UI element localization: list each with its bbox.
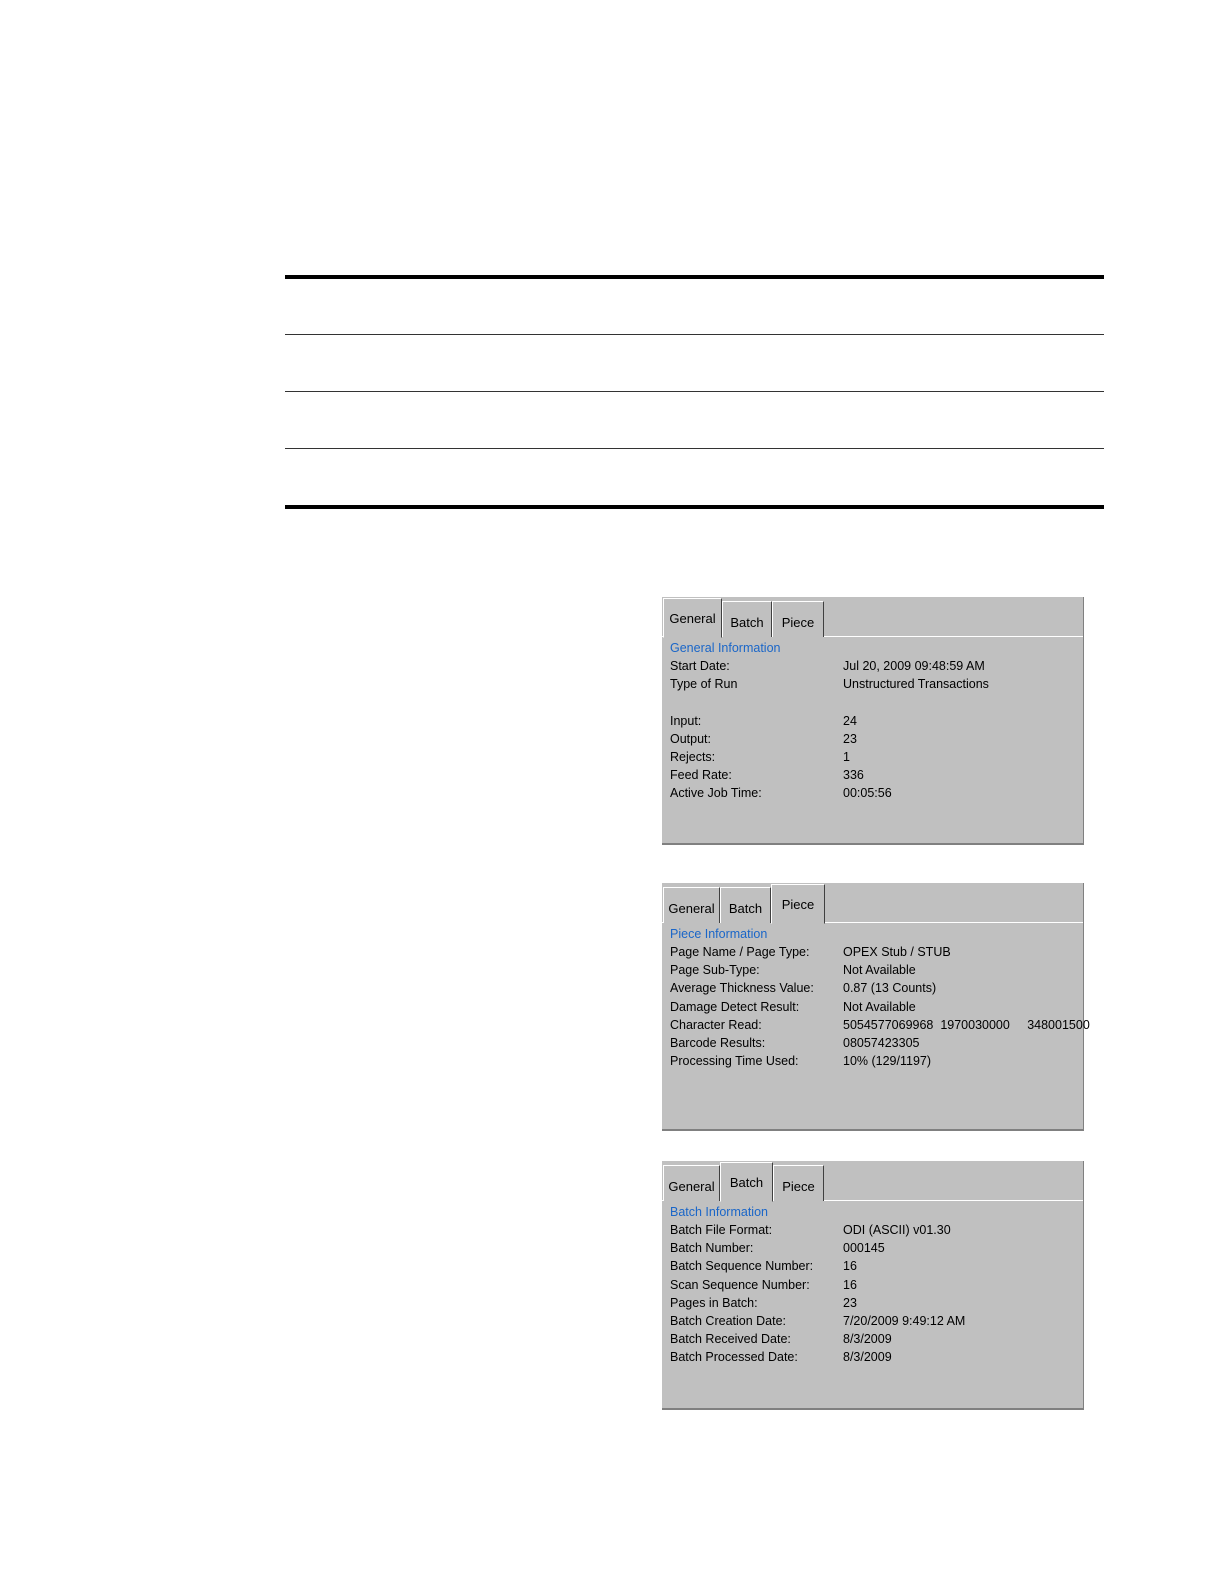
field-label: Damage Detect Result: [670, 999, 800, 1014]
info-row [670, 961, 1075, 979]
field-value: 23 [843, 731, 857, 746]
panel-body [662, 637, 1083, 803]
field-value: 5054577069968 1970030000 348001500 [843, 1017, 1090, 1032]
field-value: 16 [843, 1277, 857, 1292]
section-title: Piece Information [670, 927, 768, 941]
field-label: Average Thickness Value: [670, 981, 814, 996]
info-row [670, 1221, 1075, 1239]
tab-general[interactable]: General [663, 1165, 720, 1201]
field-label [670, 693, 843, 711]
field-label: Batch File Format: [670, 1223, 773, 1237]
info-row [670, 748, 1075, 766]
info-row [670, 998, 1075, 1016]
tab-strip [662, 1161, 1083, 1201]
general-info-panel [662, 597, 1084, 845]
info-row [670, 712, 1075, 730]
info-row [670, 693, 1075, 711]
field-value: Not Available [843, 963, 916, 978]
field-label: Scan Sequence Number: [670, 1277, 810, 1292]
field-label: Character Read: [670, 1017, 762, 1032]
field-label: Page Name / Page Type: [670, 945, 810, 959]
field-value [843, 693, 1075, 711]
info-row [670, 657, 1075, 675]
field-value: OPEX Stub / STUB [843, 945, 951, 959]
piece-info-panel [662, 883, 1090, 1131]
field-label: Start Date: [670, 659, 730, 673]
panel-body [662, 923, 1090, 1070]
field-label: Feed Rate: [670, 768, 732, 783]
tab-strip [662, 597, 1083, 637]
field-value: 24 [843, 713, 857, 728]
field-label: Batch Received Date: [670, 1332, 791, 1347]
field-label: Page Sub-Type: [670, 963, 760, 978]
info-row [670, 1294, 1075, 1312]
field-value: 08057423305 [843, 1035, 920, 1050]
info-row [670, 1052, 1075, 1070]
field-value: 23 [843, 1295, 857, 1310]
tab-general[interactable]: General [663, 598, 722, 638]
tab-piece[interactable]: Piece [772, 601, 824, 637]
field-value: Unstructured Transactions [843, 677, 989, 692]
field-label: Batch Number: [670, 1241, 754, 1256]
field-value: 8/3/2009 [843, 1332, 892, 1347]
field-label: Pages in Batch: [670, 1295, 758, 1310]
tab-batch[interactable]: Batch [722, 601, 772, 637]
info-row [670, 1276, 1075, 1294]
batch-info-panel [662, 1161, 1084, 1410]
field-value: 7/20/2009 9:49:12 AM [843, 1313, 966, 1328]
table-bottom-rule [285, 505, 1104, 509]
info-row [670, 979, 1075, 997]
panel-body [662, 1201, 1083, 1367]
info-row [670, 1257, 1075, 1275]
field-label: Batch Processed Date: [670, 1350, 798, 1365]
field-value: Not Available [843, 999, 916, 1014]
table-row-divider [285, 334, 1104, 335]
tab-piece[interactable]: Piece [771, 884, 825, 924]
section-title: General Information [670, 641, 781, 655]
info-row [670, 1239, 1075, 1257]
field-label: Batch Sequence Number: [670, 1259, 814, 1274]
field-value: 1 [843, 749, 850, 764]
info-row [670, 1016, 1090, 1034]
field-value: 00:05:56 [843, 786, 892, 801]
section-title: Batch Information [670, 1205, 768, 1219]
table-row-divider [285, 448, 1104, 449]
field-value: Jul 20, 2009 09:48:59 AM [843, 659, 985, 673]
field-label: Active Job Time: [670, 786, 762, 801]
field-value: 10% (129/1197) [843, 1054, 932, 1069]
field-value: 16 [843, 1259, 857, 1274]
field-value: 8/3/2009 [843, 1350, 892, 1365]
field-label: Input: [670, 713, 702, 728]
field-value: 336 [843, 768, 864, 783]
field-label: Rejects: [670, 749, 716, 764]
field-label: Processing Time Used: [670, 1054, 799, 1069]
info-row [670, 675, 1075, 693]
field-label: Barcode Results: [670, 1035, 766, 1050]
info-row [670, 1034, 1075, 1052]
field-value: 000145 [843, 1241, 885, 1256]
tab-piece[interactable]: Piece [773, 1165, 824, 1201]
info-row [670, 784, 1075, 802]
tab-batch[interactable]: Batch [720, 887, 771, 923]
info-row [670, 943, 1075, 961]
table-row-divider [285, 391, 1104, 392]
table-top-rule [285, 275, 1104, 279]
tab-batch[interactable]: Batch [720, 1162, 773, 1202]
info-row [670, 1330, 1075, 1348]
info-row [670, 730, 1075, 748]
tab-general[interactable]: General [663, 887, 720, 923]
info-row [670, 766, 1075, 784]
info-row [670, 1348, 1075, 1366]
info-row [670, 1312, 1075, 1330]
tab-strip [662, 883, 1083, 923]
field-value: ODI (ASCII) v01.30 [843, 1223, 951, 1237]
field-value: 0.87 (13 Counts) [843, 981, 937, 996]
field-label: Type of Run [670, 677, 738, 692]
field-label: Output: [670, 731, 711, 746]
field-label: Batch Creation Date: [670, 1313, 787, 1328]
